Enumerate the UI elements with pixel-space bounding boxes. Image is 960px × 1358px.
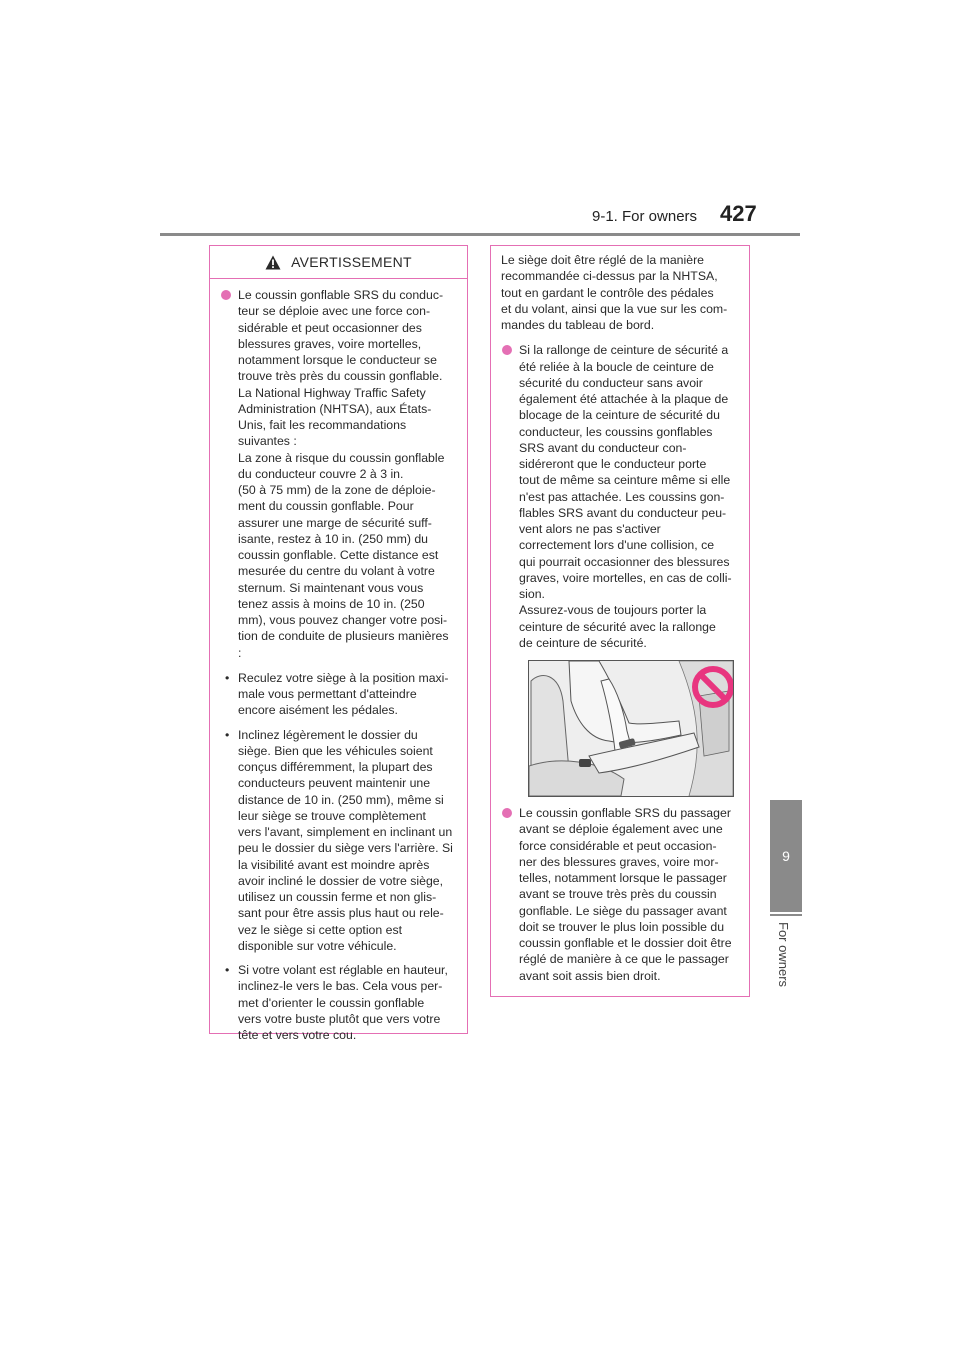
sub-marker: •: [225, 727, 230, 742]
warning-bullet-passenger-airbag: [501, 805, 739, 984]
bullet-text: Le coussin gonflable SRS du passager avant se déploie également avec une force considérable et peut occasion- ner des blessures graves, voire mor- telles, notamment lorsque le passager avant se trouve très près du coussin gonflable. Le siège du passager avant doit se trouver le plus loin possible du coussin gonflable et le dossier doit être réglé de manière à ce que le passager avant soit assis bien droit.: [519, 806, 732, 983]
chapter-tab-divider: [770, 914, 802, 916]
warning-continuation-box: [490, 245, 750, 997]
bullet-text: Le coussin gonflable SRS du conduc- teur se déploie avec une force con- sidérable et peut occasionner des blessures graves, voire mortelles, notamment lorsque le conducteur se trouve très près du coussin gonflable. La National Highway Traffic Safety Administration (NHTSA), aux États- Unis, fait les recommandations suivantes : La zone à risque du coussin gonflable du conducteur couvre 2 à 3 in. (50 à 75 mm) de la zone de déploie- ment du coussin gonflable. Pour assurer une marge de sécurité suff- isante, restez à 10 in. (250 mm) du coussin gonflable. Cette distance est mesurée du centre du volant à votre sternum. Si maintenant vous vous tenez assis à moins de 10 in. (250 mm), vous pouvez changer votre posi- tion de conduite de plusieurs manières :: [238, 288, 449, 660]
warning-title: AVERTISSEMENT: [291, 254, 412, 270]
warning-bullet-belt-extender: [501, 342, 739, 651]
sub-item-recline: [220, 727, 457, 955]
page-number: 427: [720, 201, 757, 226]
bullet-text: Si la rallonge de ceinture de sécurité a été reliée à la boucle de ceinture de sécurité du conducteur sans avoir également été attachée à la plaque de blocage de la ceinture de sécurité du conducteur, les coussins gonflables SRS avant du conducteur con- sidéreront que le conducteur porte tout de même sa ceinture même si elle n'est pas attachée. Les coussins gon- flables SRS avant du conducteur peu- vent alors ne pas s'activer correctement lors d'une collision, ce qui pourrait occasionner des blessures graves, voire mortelles, en cas de colli- sion. Assurez-vous de toujours porter la ceinture de sécurité avec la rallonge de ceinture de sécurité.: [519, 343, 732, 650]
sub-marker: •: [225, 670, 230, 685]
chapter-label: For owners: [776, 922, 791, 988]
bullet-dot-icon: [221, 290, 231, 300]
header-rule: [160, 233, 800, 236]
warning-content: [210, 279, 467, 1043]
chapter-number: 9: [782, 848, 790, 864]
section-title: 9-1. For owners: [592, 208, 698, 225]
sub-item-seat-back: [220, 670, 457, 719]
warning-bullet-driver-airbag: [220, 287, 457, 661]
sub-item-text: Si votre volant est réglable en hauteur, inclinez-le vers le bas. Cela vous per- met d'orienter le coussin gonflable vers votre buste plutôt que vers votre tête et vers votre cou.: [238, 963, 448, 1042]
seatbelt-extender-illustration: [528, 660, 734, 797]
sub-item-text: Reculez votre siège à la position maxi- male vous permettant d'atteindre encore aisément les pédales.: [238, 670, 449, 718]
bullet-dot-icon: [502, 345, 512, 355]
sub-item-text: Inclinez légèrement le dossier du siège. Bien que les véhicules soient conçus différemment, la plupart des conducteurs peuvent maintenir une distance de 10 in. (250 mm), même si leur siège se trouve complètement vers l'avant, simplement en inclinant un peu le dossier du siège vers l'arrière. Si la visibilité avant est moindre après avoir incliné le dossier de votre siège, utilisez un coussin ferme et non glis- sant pour être assis plus haut ou rele- vez le siège si cette option est disponible sur votre véhicule.: [238, 727, 453, 953]
bullet-dot-icon: [502, 808, 512, 818]
seated-driver-illustration: [529, 661, 733, 796]
continuation-content: [491, 246, 749, 984]
chapter-tab: [770, 800, 802, 912]
nhtsa-recommendation-paragraph: Le siège doit être réglé de la manière recommandée ci-dessus par la NHTSA, tout en gardant le contrôle des pédales et du volant, ainsi que la vue sur les com- mandes du tableau de bord.: [501, 253, 728, 332]
sub-item-steering-tilt: [220, 962, 457, 1043]
sub-marker: •: [225, 963, 230, 977]
warning-box: [209, 245, 468, 1042]
warning-header: [210, 246, 467, 279]
warning-triangle-icon: [265, 255, 281, 270]
